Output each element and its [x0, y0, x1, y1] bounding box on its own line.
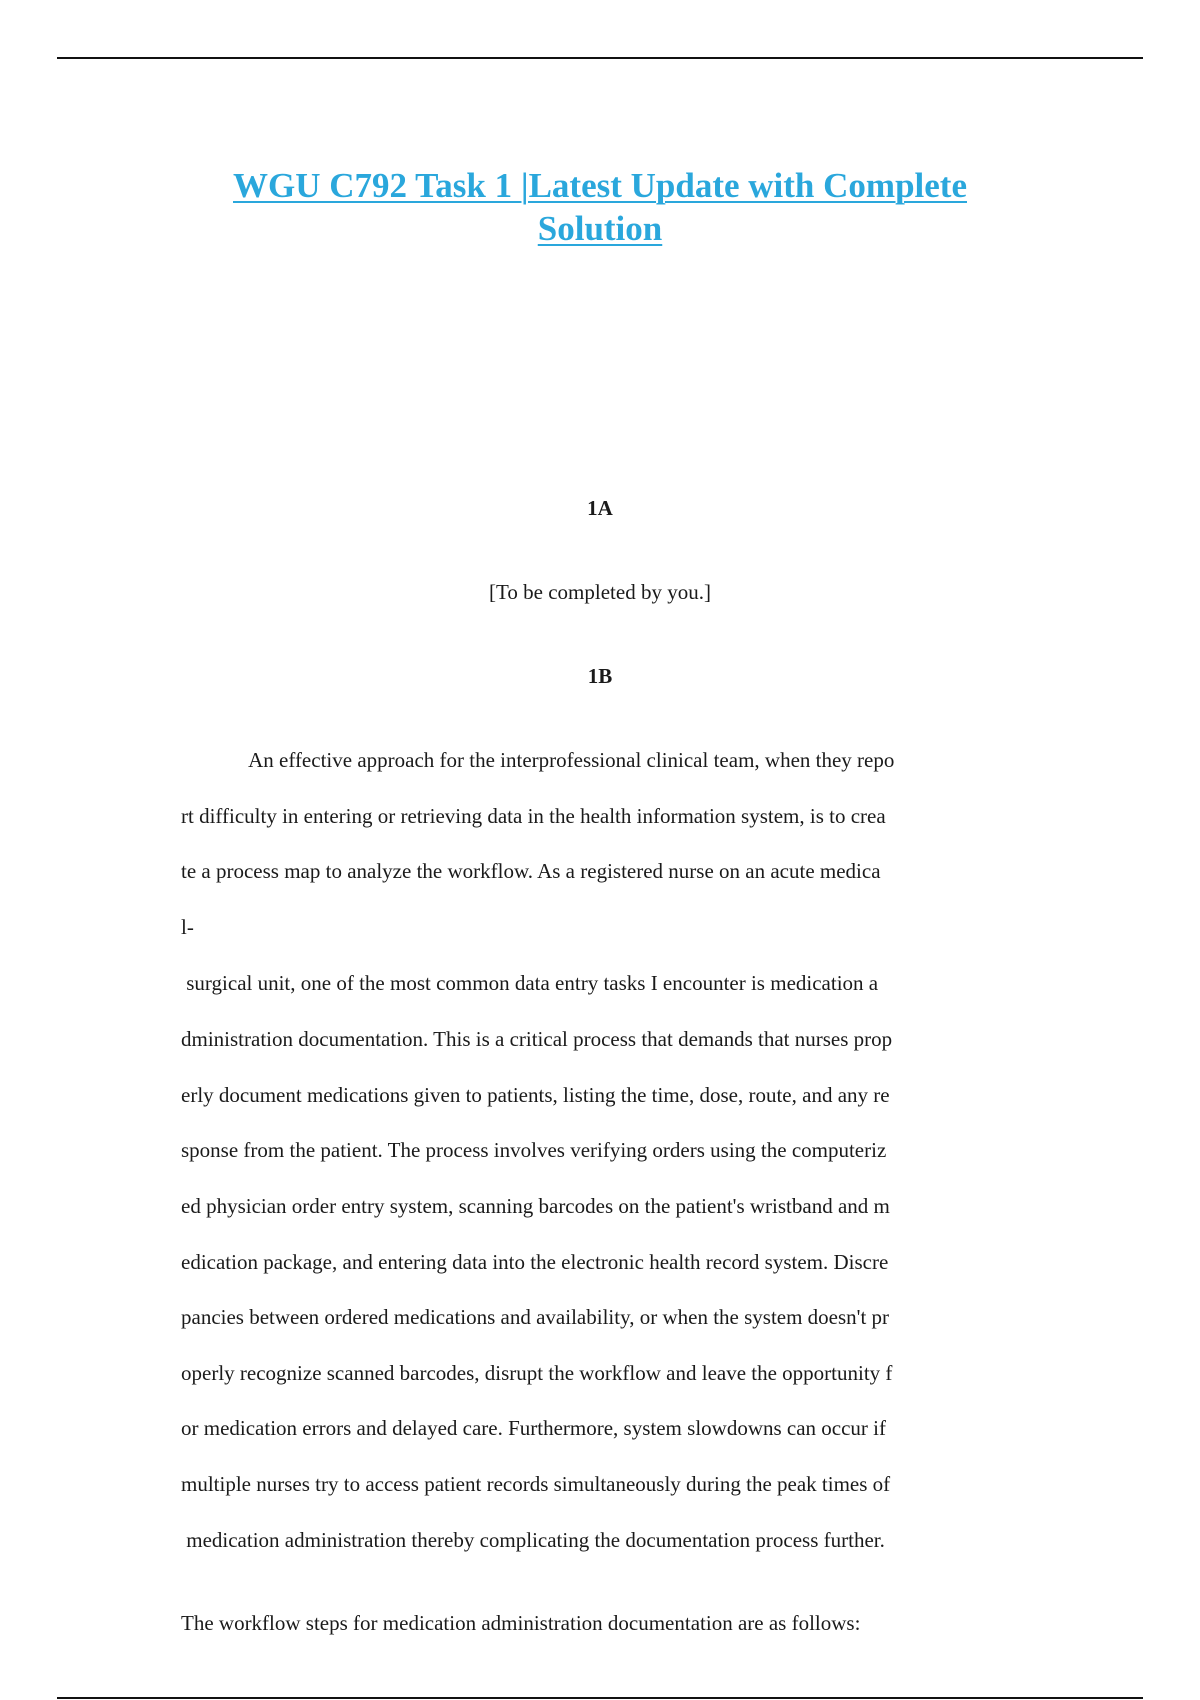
document-title[interactable] — [140, 164, 1060, 250]
bottom-divider — [57, 1697, 1143, 1699]
paragraph-line: An effective approach for the interprofessional clinical team, when they repo — [181, 748, 895, 772]
placeholder-text: [To be completed by you.] — [489, 580, 711, 604]
paragraph-line: operly recognize scanned barcodes, disrupt the workflow and leave the opportunity f — [181, 1361, 893, 1385]
paragraph-line: sponse from the patient. The process involves verifying orders using the computeriz — [181, 1138, 887, 1162]
section-heading-1a: 1A — [587, 496, 613, 520]
paragraph-line: surgical unit, one of the most common data entry tasks I encounter is medication a — [181, 971, 879, 995]
section-heading-1b: 1B — [587, 664, 613, 688]
paragraph-line: rt difficulty in entering or retrieving data in the health information system, is to crea — [181, 804, 886, 828]
paragraph-line: edication package, and entering data into the electronic health record system. Discre — [181, 1250, 889, 1274]
paragraph-line: ed physician order entry system, scanning barcodes on the patient's wristband and m — [181, 1194, 890, 1218]
workflow-intro-line: The workflow steps for medication administration documentation are as follows: — [181, 1611, 861, 1635]
paragraph-line: te a process map to analyze the workflow. As a registered nurse on an acute medica — [181, 859, 881, 883]
paragraph-line: or medication errors and delayed care. Furthermore, system slowdowns can occur if — [181, 1416, 887, 1440]
paragraph-line: dministration documentation. This is a critical process that demands that nurses prop — [181, 1027, 893, 1051]
paragraph-line: erly document medications given to patients, listing the time, dose, route, and any re — [181, 1083, 890, 1107]
top-divider — [57, 57, 1143, 59]
title-line-1: WGU C792 Task 1 |Latest Update with Complete — [233, 166, 967, 205]
paragraph-line: pancies between ordered medications and availability, or when the system doesn't pr — [181, 1305, 890, 1329]
paragraph-line: medication administration thereby complicating the documentation process further. — [181, 1528, 885, 1552]
title-line-2: Solution — [537, 209, 663, 248]
paragraph-line: l- — [181, 915, 194, 939]
paragraph-line: multiple nurses try to access patient records simultaneously during the peak times of — [181, 1472, 891, 1496]
